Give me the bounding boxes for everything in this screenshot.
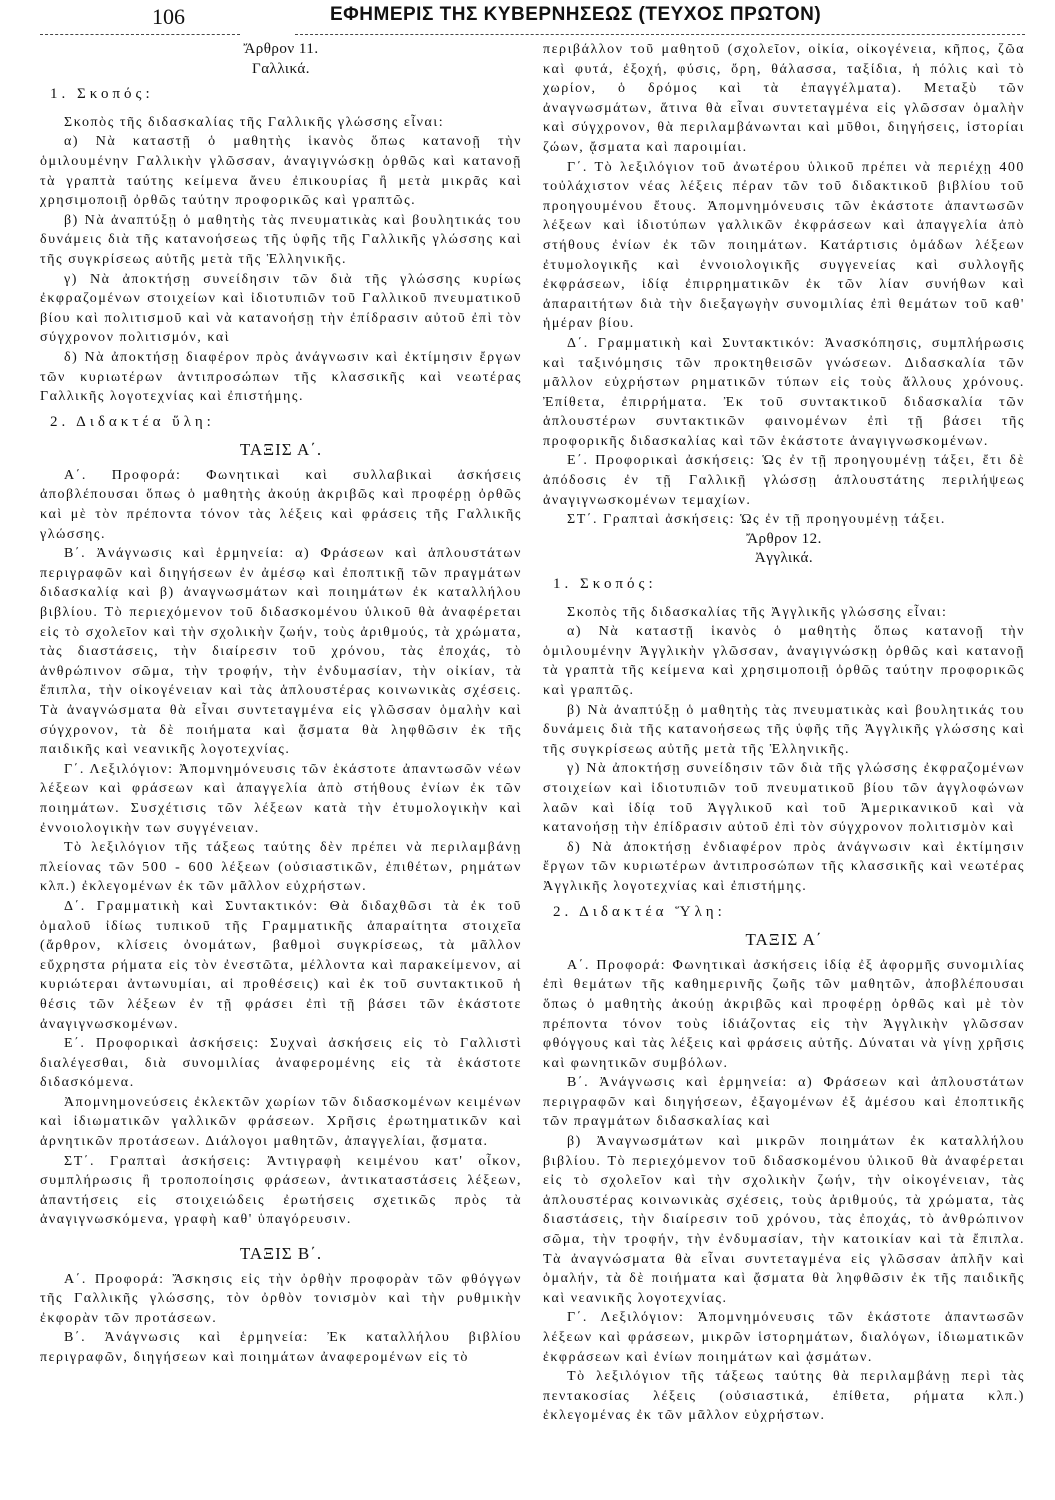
- paragraph: δ) Νὰ ἀποκτήσῃ ἐνδιαφέρον πρὸς ἀνάγνωσιν καὶ ἐκτίμησιν ἔργων τῶν κυριωτέρων ἀντιπροσώπων τῆς κλασσικῆς καὶ νεωτέρας Ἀγγλικῆς λογοτεχνίας καὶ ἐπιστήμης.: [543, 839, 1025, 894]
- paragraph: γ) Νὰ ἀποκτήσῃ συνείδησιν τῶν διὰ τῆς γλώσσης κυρίως ἐκφραζομένων στοιχείων καὶ ἰδιοτυπιῶν τοῦ Γαλλικοῦ πνευματικοῦ βίου καὶ πολιτισμοῦ καὶ νὰ κατανοήσῃ τὴν ἐπίδρασιν αὐτοῦ ἐπὶ τὸν σύγχρονον πολιτισμόν, καὶ: [40, 271, 522, 346]
- paragraph: Δ΄. Γραμματικὴ καὶ Συντακτικόν: Ἀνασκόπησις, συμπλήρωσις καὶ ταξινόμησις τῶν προκτηθεισῶν γνώσεων. Διδασκαλία τῶν μᾶλλον εὐχρήστων ρηματικῶν τύπων εἰς τοὺς ἄλλους χρόνους. Ἐπίθετα, ἐπιρρήματα. Ἐκ τοῦ συντακτικοῦ διδασκαλία τῶν ἁπλουστέρων συντακτικῶν φαινομένων ἐπὶ τῇ βάσει τῆς προφορικῆς διδασκαλίας καὶ τῶν ἑκάστοτε ἀναγιγνωσκομένων.: [543, 335, 1025, 449]
- paragraph: Γ΄. Λεξιλόγιον: Ἀπομνημόνευσις τῶν ἑκάστοτε ἀπαντωσῶν λέξεων καὶ φράσεων, μικρῶν ἱστορημάτων, διαλόγων, ἰδιωματικῶν ἐκφράσεων καὶ ἐνίων ποιημάτων καὶ ᾀσμάτων.: [543, 1310, 1025, 1365]
- right-column: [543, 40, 1025, 1426]
- section-heading: 2. Διδακτέα Ὕλη:: [553, 903, 726, 920]
- article-heading: Ἄρθρον 12.: [746, 530, 822, 547]
- paragraph: β) Νὰ ἀναπτύξῃ ὁ μαθητὴς τὰς πνευματικὰς καὶ βουλητικάς του δυνάμεις διὰ τῆς κατανοήσεως τῆς ὑφῆς τῆς Ἀγγλικῆς γλώσσης καὶ τῆς συγκρίσεως αὐτῆς μετὰ τῆς Ἑλληνικῆς.: [543, 702, 1025, 757]
- paragraph: Γ΄. Τὸ λεξιλόγιον τοῦ ἀνωτέρου ὑλικοῦ πρέπει νὰ περιέχῃ 400 τοὐλάχιστον νέας λέξεις πέραν τῶν τοῦ διδακτικοῦ βιβλίου τοῦ προηγουμένου ἔτους. Ἀπομνημόνευσις τῶν ἑκάστοτε ἀπαντωσῶν λέξεων καὶ ἰδιοτύπων γαλλικῶν ἐκφράσεων καὶ ἀπαγγελία ἀπὸ στήθους ἐνίων ἐκ τῶν ποιημάτων. Κατάρτισις ὁμάδων λέξεων ἐτυμολογικῆς καὶ ἐννοιολογικῆς συγγενείας καὶ συλλογῆς ἐκφράσεων, ἰδίᾳ ἐπιρρηματικῶν ἐκ τῶν λίαν συνήθων καὶ ἀπαραιτήτων διὰ τὴν διεξαγωγὴν συνομιλίας ἐπὶ θεμάτων τοῦ καθ' ἡμέραν βίου.: [543, 159, 1025, 332]
- paragraph: γ) Νὰ ἀποκτήσῃ συνείδησιν τῶν διὰ τῆς γλώσσης ἐκφραζομένων στοιχείων καὶ ἰδιοτυπιῶν τοῦ πνευματικοῦ βίου τῶν ἀγγλοφώνων λαῶν καὶ ἰδίᾳ τοῦ Ἀγγλικοῦ καὶ τοῦ Ἀμερικανικοῦ καὶ νὰ κατανοήσῃ τὴν ἐπίδρασιν αὐτοῦ ἐπὶ τὸν σύγχρονον πολιτισμὸν καὶ: [543, 761, 1025, 836]
- gazette-title: ΕΦΗΜΕΡΙΣ ΤΗΣ ΚΥΒΕΡΝΗΣΕΩΣ (ΤΕΥΧΟΣ ΠΡΩΤΟΝ): [330, 4, 822, 25]
- paragraph: α) Νὰ καταστῇ ὁ μαθητὴς ἱκανὸς ὅπως κατανοῇ τὴν ὁμιλουμένην Γαλλικὴν γλῶσσαν, ἀναγιγνώσκῃ ὀρθῶς καὶ κατανοῇ τὰ γραπτὰ ταύτης κείμενα ἄνευ ἐπικουρίας ἢ μετὰ μικρᾶς καὶ χρησιμοποιῇ ὀρθῶς ταύτην προφορικῶς καὶ γραπτῶς.: [40, 134, 522, 209]
- paragraph: Τὸ λεξιλόγιον τῆς τάξεως ταύτης δὲν πρέπει νὰ περιλαμβάνῃ πλείονας τῶν 500 - 600 λέξεων (οὐσιαστικῶν, ἐπιθέτων, ρημάτων κλπ.) ἐκλεγομένων ἐκ τῶν μᾶλλον εὐχρήστων.: [40, 840, 522, 895]
- article-heading: Ἄρθρον 11.: [243, 41, 319, 57]
- paragraph: Γ΄. Λεξιλόγιον: Ἀπομνημόνευσις τῶν ἑκάστοτε ἀπαντωσῶν νέων λέξεων καὶ φράσεων καὶ ἀπαγγελία ἀπὸ στήθους ἐνίων ἐκ τῶν ποιημάτων. Συσχέτισις τῶν λέξεων κατὰ τὴν ἐτυμολογικὴν καὶ ἐννοιολογικὴν των συγγένειαν.: [40, 761, 522, 836]
- article-heading: Ἀγγλικά.: [754, 550, 814, 567]
- left-column: [40, 40, 522, 1368]
- paragraph: Ε΄. Προφορικαὶ ἀσκήσεις: Ὡς ἐν τῇ προηγουμένῃ τάξει, ἔτι δὲ ἀπόδοσις ἐν τῇ Γαλλικῇ γλώσσῃ ἁπλουστάτης περιλήψεως ἀναγιγνωσκομένων τεμαχίων.: [543, 453, 1025, 508]
- paragraph: Τὸ λεξιλόγιον τῆς τάξεως ταύτης θὰ περιλαμβάνῃ περὶ τὰς πεντακοσίας λέξεις (οὐσιαστικά, ἐπίθετα, ρήματα κλπ.) ἐκλεγομένας ἐκ τῶν μᾶλλον εὐχρήστων.: [543, 1369, 1025, 1424]
- paragraph: Ἀπομνημονεύσεις ἐκλεκτῶν χωρίων τῶν διδασκομένων κειμένων καὶ ἰδιωματικῶν γαλλικῶν φράσεων. Χρῆσις ἐρωτηματικῶν καὶ ἀρνητικῶν προτάσεων. Διάλογοι μαθητῶν, ἀπαγγελίαι, ᾄσματα.: [40, 1094, 522, 1150]
- paragraph: δ) Νὰ ἀποκτήσῃ διαφέρον πρὸς ἀνάγνωσιν καὶ ἐκτίμησιν ἔργων τῶν κυριωτέρων ἀντιπροσώπων τῆς κλασσικῆς καὶ νεωτέρας Γαλλικῆς λογοτεχνίας καὶ ἐπιστήμης.: [40, 349, 522, 405]
- header-rule-left: [40, 34, 240, 35]
- section-heading: 1. Σκοπός:: [50, 86, 154, 103]
- paragraph: α) Νὰ καταστῇ ἱκανὸς ὁ μαθητὴς ὅπως κατανοῇ τὴν ὁμιλουμένην Ἀγγλικὴν γλῶσσαν, ἀναγιγνώσκῃ ὀρθῶς καὶ κατανοῇ τὰ γραπτὰ τῆς κείμενα καὶ χρησιμοποιῇ ὀρθῶς ταύτην προφορικῶς καὶ γραπτῶς.: [543, 624, 1025, 698]
- paragraph: Β΄. Ἀνάγνωσις καὶ ἑρμηνεία: α) Φράσεων καὶ ἁπλουστάτων περιγραφῶν καὶ διηγήσεων ἐν ἀμέσῳ καὶ ἐποπτικῇ τῶν πραγμάτων διδασκαλίᾳ καὶ β) ἀναγνωσμάτων καὶ ποιημάτων ἐκ καταλλήλου βιβλίου. Τὸ περιεχόμενον τοῦ διδασκομένου ὑλικοῦ θὰ ἀναφέρεται εἰς τὸ σχολεῖον καὶ τὴν σχολικὴν ζωήν, τοὺς ἀριθμούς, τὰ χρώματα, τὰς διαστάσεις, τὴν διαίρεσιν τοῦ χρόνου, τὰς ἐποχάς, τὸ ἀνθρώπινον σῶμα, τὴν τροφήν, τὴν ἐνδυμασίαν, τὴν οἰκίαν, τὰ ἔπιπλα, τὴν οἰκογένειαν καὶ τὰς ἁπλουστέρας κοινωνικὰς σχέσεις. Τὰ ἀναγνώσματα θὰ εἶναι συντεταγμένα εἰς γλῶσσαν ὁμαλὴν καὶ σύγχρονον, τὰ δὲ ποιήματα καὶ ᾄσματα θὰ ληφθῶσιν ἐκ τῆς παιδικῆς καὶ νεανικῆς λογοτεχνίας.: [40, 546, 522, 758]
- paragraph: Σκοπὸς τῆς διδασκαλίας τῆς Ἀγγλικῆς γλώσσης εἶναι:: [567, 604, 948, 620]
- paragraph: β) Ἀναγνωσμάτων καὶ μικρῶν ποιημάτων ἐκ καταλλήλου βιβλίου. Τὸ περιεχόμενον τοῦ διδασκομένου ὑλικοῦ θὰ ἀναφέρεται εἰς τὸ σχολεῖον καὶ τὴν σχολικὴν ζωήν, τὴν οἰκογένειαν, τὰς ἁπλουστέρας κοινωνικὰς σχέσεις, τοὺς ἀριθμούς, τὰ χρώματα, τὰς διαστάσεις, τὴν διαίρεσιν τοῦ χρόνου, τὰς ἐποχάς, τὸ ἀνθρώπινον σῶμα, τὴν τροφήν, τὴν ἐνδυμασίαν, τὴν κατοικίαν καὶ τὰ ἔπιπλα. Τὰ ἀναγνώσματα θὰ εἶναι συντεταγμένα εἰς γλῶσσαν ἁπλῆν καὶ ὁμαλήν, τὰ δὲ ποιήματα καὶ ᾄσματα θὰ ληφθῶσιν ἐκ τῆς παιδικῆς καὶ νεανικῆς λογοτεχνίας.: [543, 1134, 1025, 1306]
- paragraph: ΣΤ΄. Γραπταὶ ἀσκήσεις: Ὡς ἐν τῇ προηγουμένῃ τάξει.: [567, 512, 946, 528]
- class-heading: ΤΑΞΙΣ Α΄.: [239, 440, 323, 460]
- section-heading: 2. Διδακτέα ὕλη:: [50, 413, 215, 430]
- paragraph: Σκοπὸς τῆς διδασκαλίας τῆς Γαλλικῆς γλώσσης εἶναι:: [64, 114, 445, 130]
- paragraph: Δ΄. Γραμματικὴ καὶ Συντακτικόν: Θὰ διδαχθῶσι τὰ ἐκ τοῦ ὁμαλοῦ ἰδίως τυπικοῦ τῆς Γραμματικῆς ἀπαραίτητα στοιχεῖα (ἄρθρον, κλίσεις ὀνομάτων, βαθμοὶ συγκρίσεως, τὰ μᾶλλον εὔχρηστα ρήματα εἰς τὸν ἐνεστῶτα, μέλλοντα καὶ παρακείμενον, αἱ κυριώτεραι ἀντωνυμίαι, αἱ προθέσεις) καὶ ἐκ τοῦ συντακτικοῦ ἡ θέσις τῶν λέξεων ἐν τῇ φράσει ἐπὶ τῇ βάσει τῶν ἑκάστοτε ἀναγιγνωσκομένων.: [40, 898, 522, 1032]
- paragraph: Ε΄. Προφορικαὶ ἀσκήσεις: Συχναὶ ἀσκήσεις εἰς τὸ Γαλλιστὶ διαλέγεσθαι, διὰ συνομιλίας ἀναφερομένης εἰς τὰ ἑκάστοτε διδασκόμενα.: [40, 1036, 522, 1091]
- page-number: 106: [152, 4, 185, 29]
- section-heading: 1. Σκοπός:: [553, 576, 657, 593]
- paragraph: β) Νὰ ἀναπτύξῃ ὁ μαθητὴς τὰς πνευματικὰς καὶ βουλητικάς του δυνάμεις διὰ τῆς κατανοήσεως τῆς ὑφῆς τῆς Γαλλικῆς γλώσσης καὶ τῆς συγκρίσεως αὐτῆς μετὰ τῆς Ἑλληνικῆς.: [40, 212, 522, 267]
- class-heading: ΤΑΞΙΣ Α΄: [745, 930, 823, 950]
- paragraph: Β΄. Ἀνάγνωσις καὶ ἑρμηνεία: Ἐκ καταλλήλου βιβλίου περιγραφῶν, διηγήσεων καὶ ποιημάτων ἀναφερομένων εἰς τὸ: [40, 1330, 522, 1365]
- paragraph: Α΄. Προφορά: Φωνητικαὶ καὶ συλλαβικαὶ ἀσκήσεις ἀποβλέπουσαι ὅπως ὁ μαθητὴς ἀκούῃ ἀκριβῶς καὶ προφέρῃ ὀρθῶς καὶ μὲ τὸν πρέποντα τόνον τὰς λέξεις καὶ φράσεις τῆς Γαλλικῆς γλώσσης.: [40, 467, 522, 542]
- class-heading: ΤΑΞΙΣ Β΄.: [239, 1244, 323, 1264]
- article-heading: Γαλλικά.: [252, 60, 310, 77]
- page-header: [40, 4, 1025, 38]
- paragraph: Β΄. Ἀνάγνωσις καὶ ἑρμηνεία: α) Φράσεων καὶ ἁπλουστάτων περιγραφῶν καὶ διηγήσεων, ἐξαγομένων ἐξ ἀμέσου καὶ ἐποπτικῆς τῶν πραγμάτων διδασκαλίας καὶ: [543, 1075, 1025, 1130]
- paragraph: Α΄. Προφορά: Ἄσκησις εἰς τὴν ὀρθὴν προφορὰν τῶν φθόγγων τῆς Γαλλικῆς γλώσσης, τὸν ὀρθὸν τονισμὸν καὶ τὴν ρυθμικὴν ἐκφορὰν τῶν προτάσεων.: [40, 1271, 522, 1326]
- paragraph-continued: περιβάλλον τοῦ μαθητοῦ (σχολεῖον, οἰκία, οἰκογένεια, κῆπος, ζῶα καὶ φυτά, ἐξοχή, φύσις, ὄρη, θάλασσα, ταξίδια, ἡ πόλις καὶ τὸ χωρίον, ὁ δρόμος καὶ τὰ ἐπαγγέλματα). Μεταξὺ τῶν ἀναγνωσμάτων, ἅτινα θὰ εἶναι συντεταγμένα εἰς γλῶσσαν ὁμαλὴν καὶ σύγχρονον, θὰ περιλαμβάνωνται καὶ μῦθοι, διηγήσεις, ἱστορίαι ζώων, ᾄσματα καὶ παροιμίαι.: [543, 42, 1025, 155]
- header-rule-right: [295, 34, 1025, 35]
- paragraph: ΣΤ΄. Γραπταὶ ἀσκήσεις: Ἀντιγραφὴ κειμένου κατ' οἶκον, συμπλήρωσις ἢ τροποποίησις φράσεων, ἀντικαταστάσεις λέξεων, ἀπαντήσεις εἰς στοιχειώδεις ἐρωτήσεις σχετικῶς πρὸς τὰ ἀναγιγνωσκόμενα, γραφὴ καθ' ὑπαγόρευσιν.: [40, 1153, 522, 1228]
- paragraph: Α΄. Προφορά: Φωνητικαὶ ἀσκήσεις ἰδίᾳ ἐξ ἀφορμῆς συνομιλίας ἐπὶ θεμάτων τῆς καθημερινῆς ζωῆς τῶν μαθητῶν, ἀποβλέπουσαι ὅπως ὁ μαθητὴς ἀκούῃ ἀκριβῶς καὶ προφέρῃ ὀρθῶς καὶ μὲ τὸν πρέποντα τόνον τοὺς ἰδιάζοντας εἰς τὴν Ἀγγλικὴν γλῶσσαν φθόγγους καὶ τὰς λέξεις καὶ φράσεις αὐτῆς. Δύναται νὰ γίνῃ χρῆσις καὶ φωνητικῶν συμβόλων.: [543, 957, 1025, 1071]
